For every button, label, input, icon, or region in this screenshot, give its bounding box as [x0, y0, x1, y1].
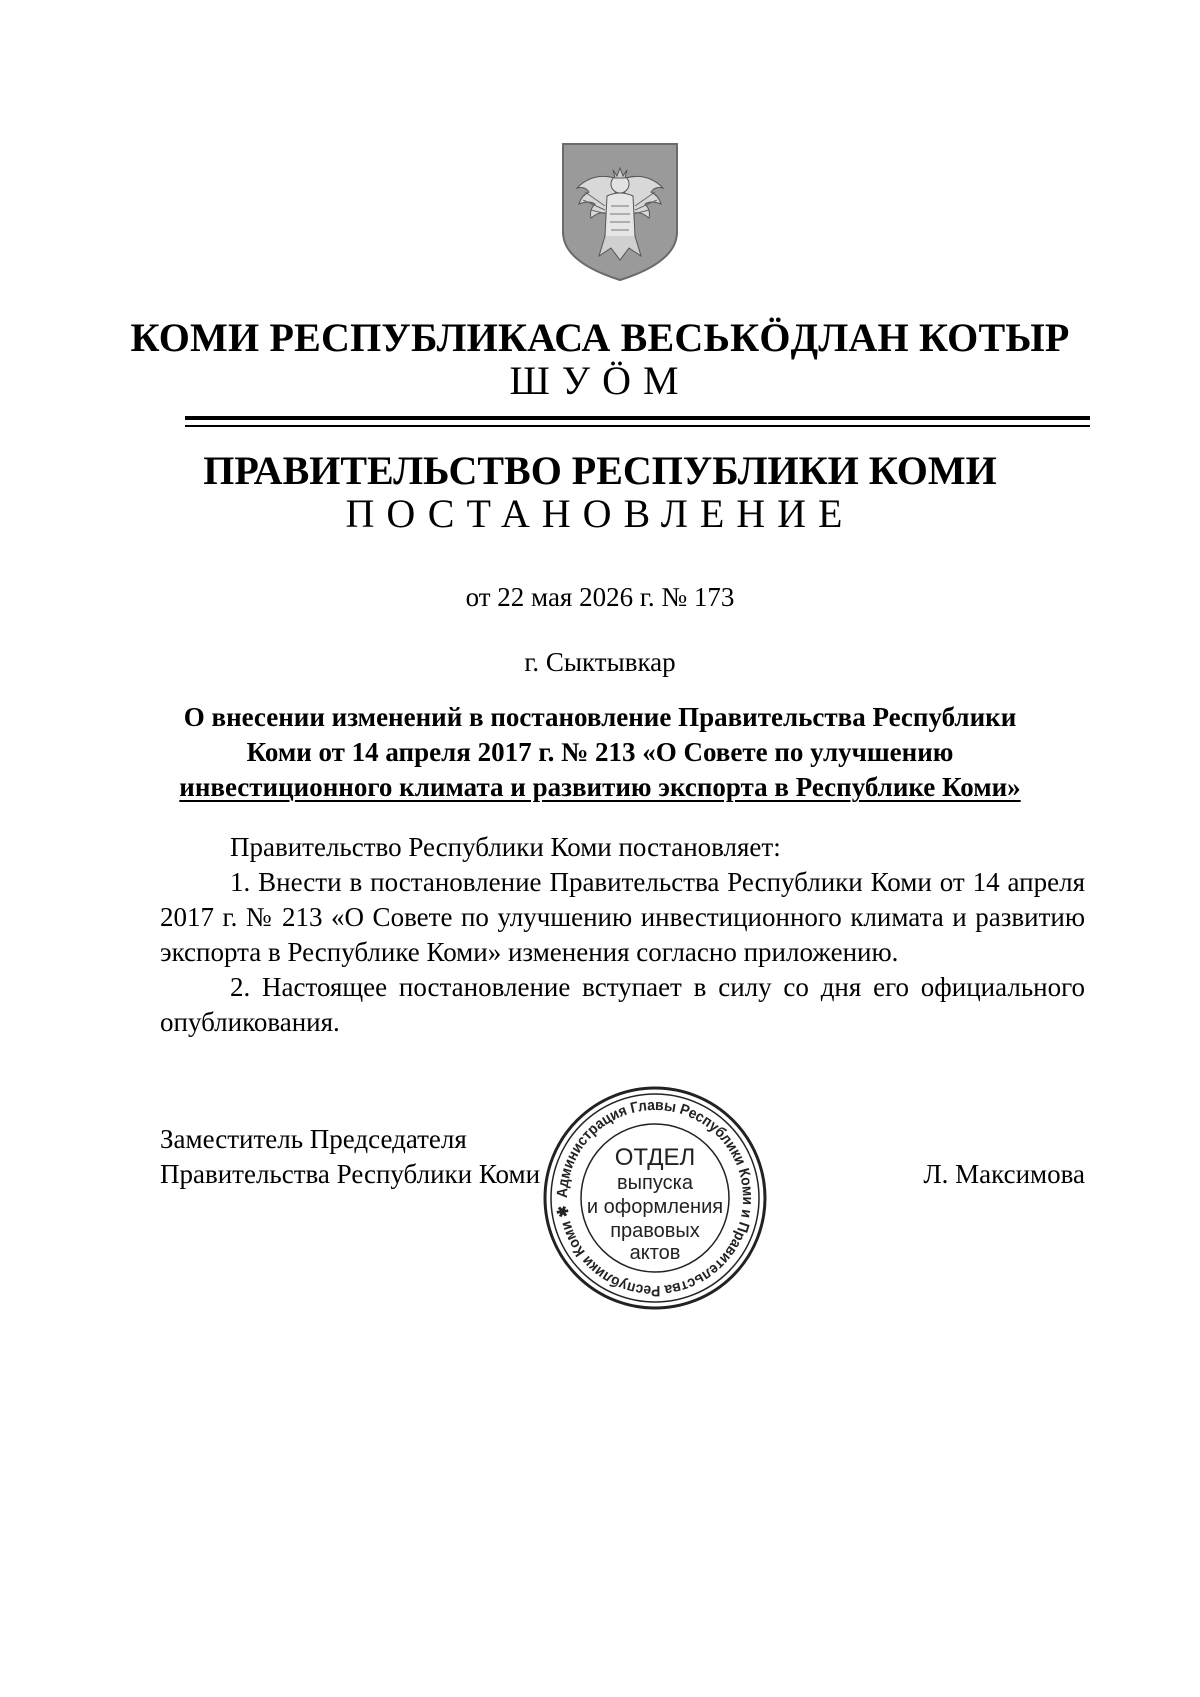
- body-item-1: 1. Внести в постановление Правительства Республики Коми от 14 апреля 2017 г. № 213 «О Совете по улучшению инвестиционного климата и развитию экспорта в Республике Коми» изменения согласно приложению.: [160, 867, 1085, 967]
- stamp-center-line-5: актов: [629, 1242, 681, 1264]
- coat-of-arms-emblem: [555, 140, 685, 290]
- official-stamp: [540, 1083, 770, 1313]
- header-divider-thick: [185, 416, 1090, 420]
- body-item-2: 2. Настоящее постановление вступает в силу со дня его официального опубликования.: [160, 972, 1085, 1037]
- title-line-1: О внесении изменений в постановление Правительства Республики: [183, 702, 1017, 732]
- signer-role-line-1: Заместитель Председателя: [160, 1124, 467, 1154]
- stamp-ring-text: Администрация Главы Республики Коми и Правительства Республики Коми ✱: [553, 1096, 757, 1300]
- document-title: [150, 700, 1050, 805]
- stamp-center-line-1: ОТДЕЛ: [614, 1144, 696, 1171]
- document-body: [160, 830, 1085, 1040]
- header-divider-thin: [185, 425, 1090, 427]
- document-date-number: от 22 мая 2026 г. № 173: [465, 582, 735, 612]
- header-komi-subtitle: ШУӦМ: [509, 358, 691, 403]
- header-ru-title: ПРАВИТЕЛЬСТВО РЕСПУБЛИКИ КОМИ: [203, 448, 997, 493]
- stamp-center-line-2: выпуска: [617, 1172, 693, 1194]
- title-line-2: Коми от 14 апреля 2017 г. № 213 «О Совете по улучшению: [246, 737, 954, 767]
- title-line-3: инвестиционного климата и развитию экспорта в Республике Коми»: [179, 772, 1021, 802]
- header-ru-subtitle: ПОСТАНОВЛЕНИЕ: [345, 491, 855, 536]
- body-intro: Правительство Республики Коми постановляет:: [230, 832, 781, 862]
- stamp-center-line-3: и оформления: [586, 1196, 724, 1218]
- stamp-center-line-4: правовых: [610, 1220, 700, 1242]
- header-komi-title: КОМИ РЕСПУБЛИКАСА ВЕСЬКӦДЛАН КОТЫР: [130, 315, 1070, 360]
- document-city: г. Сыктывкар: [524, 647, 676, 677]
- signer-name: Л. Максимова: [923, 1159, 1085, 1189]
- signer-role-line-2: Правительства Республики Коми: [160, 1159, 541, 1189]
